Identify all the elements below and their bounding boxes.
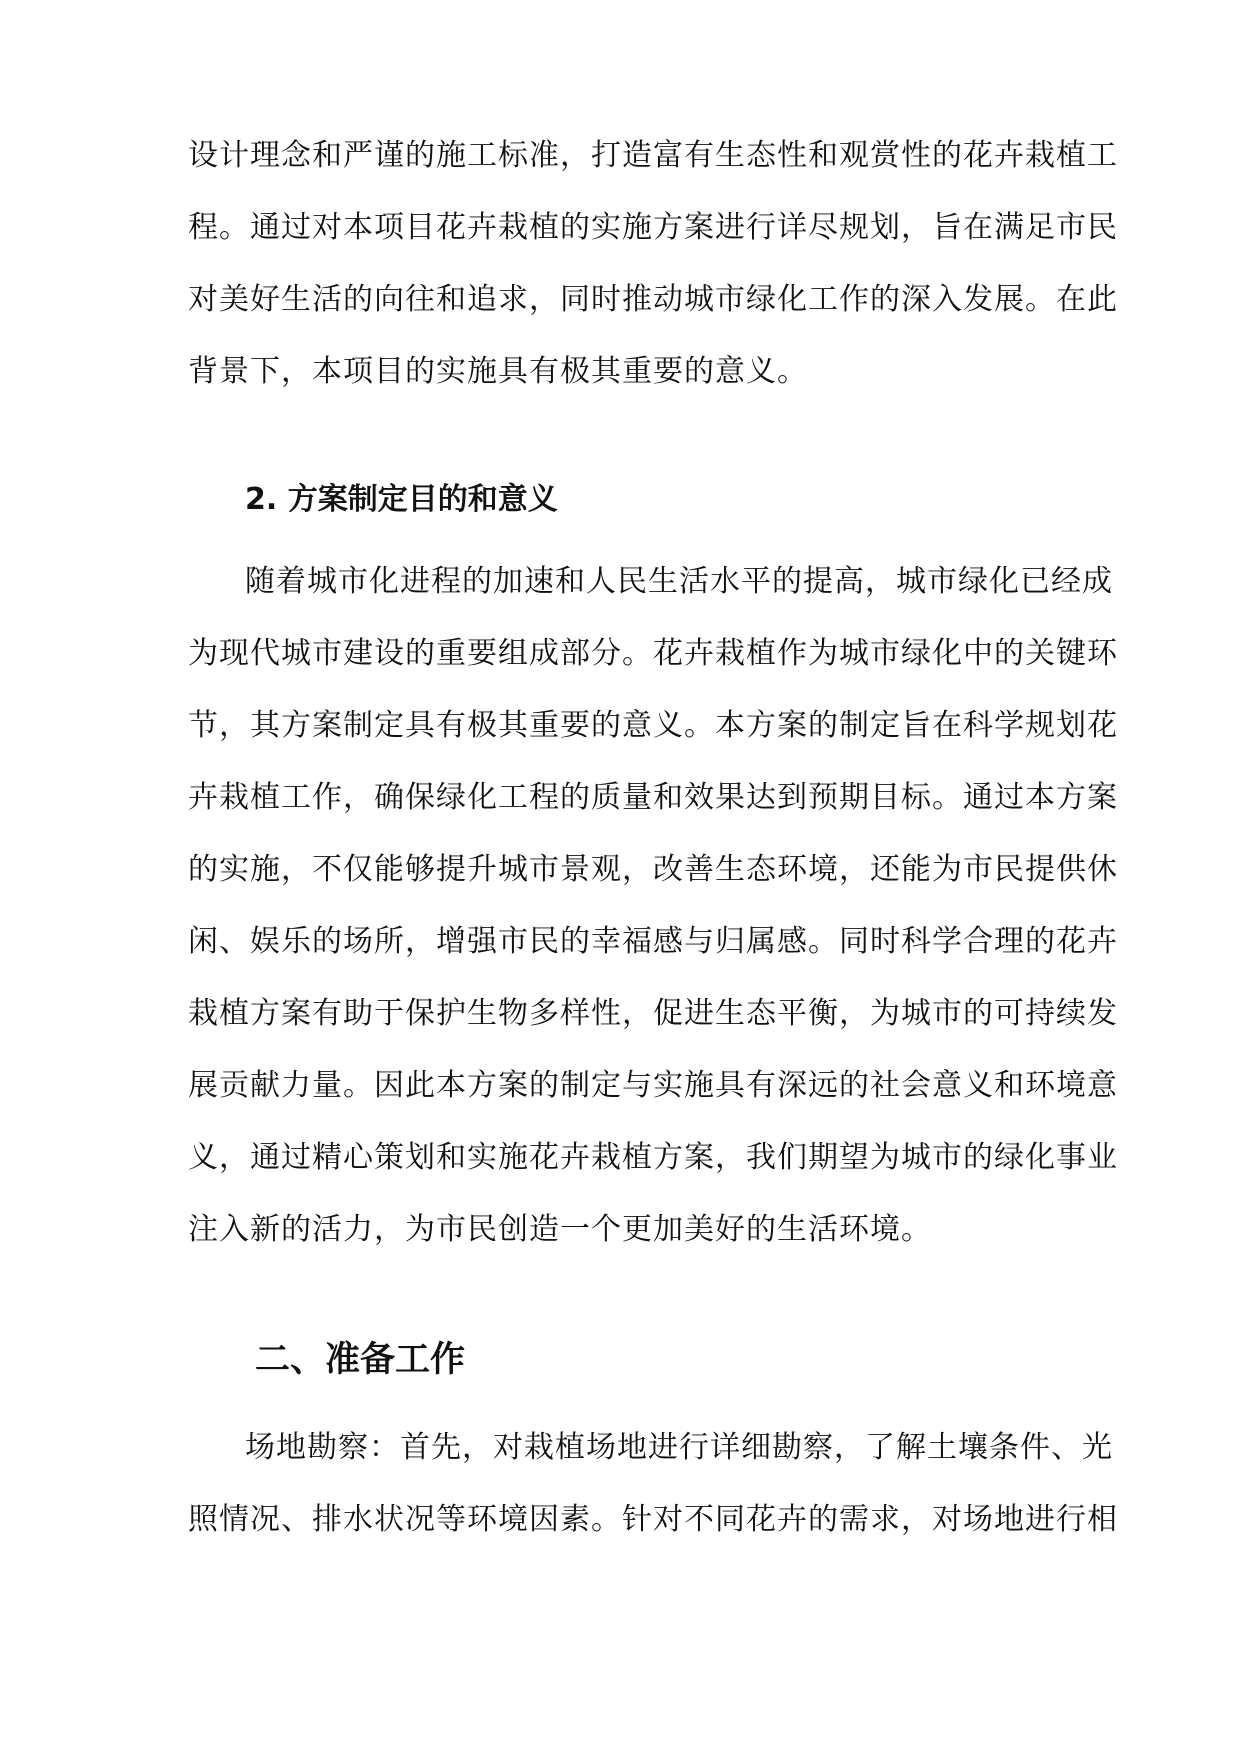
- section-2-line-6: 闲、娱乐的场所，增强市民的幸福感与归属感。同时科学合理的花卉: [188, 924, 1118, 959]
- intro-line-2: 程。通过对本项目花卉栽植的实施方案进行详尽规划，旨在满足市民: [188, 210, 1118, 245]
- chapter-2-line-2: 照情况、排水状况等环境因素。针对不同花卉的需求，对场地进行相: [188, 1502, 1118, 1537]
- intro-line-3: 对美好生活的向往和追求，同时推动城市绿化工作的深入发展。在此: [188, 282, 1118, 317]
- section-2-line-3: 节，其方案制定具有极其重要的意义。本方案的制定旨在科学规划花: [188, 708, 1118, 743]
- section-2-line-7: 栽植方案有助于保护生物多样性，促进生态平衡，为城市的可持续发: [188, 996, 1118, 1031]
- section-2-line-2: 为现代城市建设的重要组成部分。花卉栽植作为城市绿化中的关键环: [188, 636, 1118, 671]
- section-2-line-10: 注入新的活力，为市民创造一个更加美好的生活环境。: [188, 1212, 932, 1247]
- intro-line-1: 设计理念和严谨的施工标准，打造富有生态性和观赏性的花卉栽植工: [188, 138, 1118, 173]
- section-2-line-1: 随着城市化进程的加速和人民生活水平的提高，城市绿化已经成: [245, 564, 1113, 599]
- intro-line-4: 背景下，本项目的实施具有极其重要的意义。: [188, 354, 808, 389]
- section-2-heading: 2. 方案制定目的和意义: [245, 482, 558, 517]
- section-2-line-8: 展贡献力量。因此本方案的制定与实施具有深远的社会意义和环境意: [188, 1068, 1118, 1103]
- section-2-line-9: 义，通过精心策划和实施花卉栽植方案，我们期望为城市的绿化事业: [188, 1140, 1118, 1175]
- section-2-line-5: 的实施，不仅能够提升城市景观，改善生态环境，还能为市民提供休: [188, 852, 1118, 887]
- section-2-line-4: 卉栽植工作，确保绿化工程的质量和效果达到预期目标。通过本方案: [188, 780, 1118, 815]
- chapter-2-line-1: 场地勘察：首先，对栽植场地进行详细勘察，了解土壤条件、光: [245, 1430, 1113, 1465]
- chapter-2-heading: 二、准备工作: [255, 1340, 466, 1380]
